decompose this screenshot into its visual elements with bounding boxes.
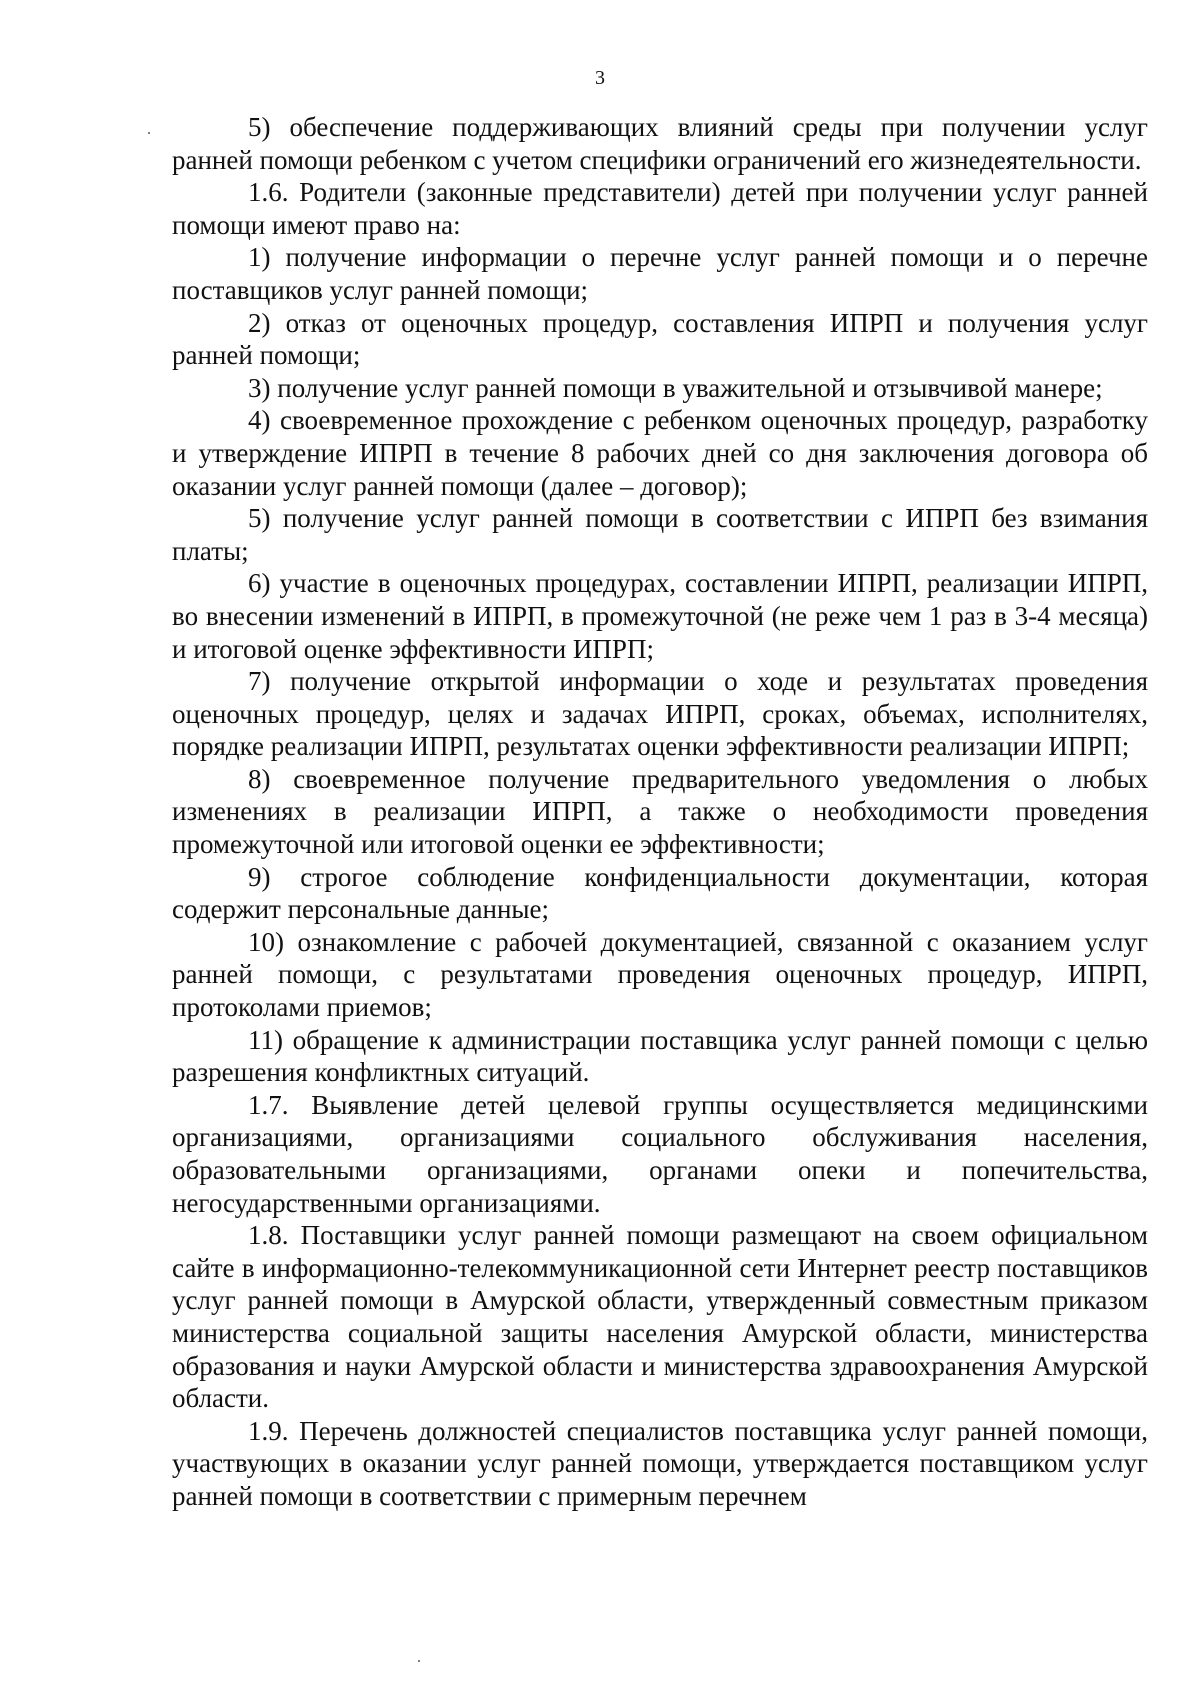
paragraph-right-6: 6) участие в оценочных процедурах, составлении ИПРП, реализации ИПРП, во внесении изменений в ИПРП, в промежуточной (не реже чем 1 раз в 3-4 месяца) и итоговой оценке эффективности ИПРП; [172,568,1148,664]
paragraph-right-7: 7) получение открытой информации о ходе и результатах проведения оценочных процедур, целях и задачах ИПРП, сроках, объемах, исполнителях, порядке реализации ИПРП, результатах оценки эффективности реализации ИПРП; [172,666,1148,762]
paragraph-right-8: 8) своевременное получение предварительного уведомления о любых изменениях в реализации ИПРП, а также о необходимости проведения промежуточной или итоговой оценки ее эффективности; [172,763,1148,860]
paragraph-right-5: 5) получение услуг ранней помощи в соответствии с ИПРП без взимания платы; [172,503,1148,566]
paragraph-1-9-positions-list: 1.9. Перечень должностей специалистов поставщика услуг ранней помощи, участвующих в оказании услуг ранней помощи, утверждается поставщиком услуг ранней помощи в соответствии с примерным перечнем [172,1415,1148,1511]
scan-speck [148,132,150,134]
paragraph-right-9: 9) строгое соблюдение конфиденциальности документации, которая содержит персональные данные; [172,861,1148,925]
paragraph-right-1: 1) получение информации о перечне услуг ранней помощи и о перечне поставщиков услуг ранней помощи; [172,242,1148,305]
paragraph-right-3: 3) получение услуг ранней помощи в уважительной и отзывчивой манере; [248,372,1103,403]
page-number: 3 [595,67,605,89]
paragraph-1-6-parents-rights: 1.6. Родители (законные представители) детей при получении услуг ранней помощи имеют право на: [172,177,1148,240]
paragraph-right-2: 2) отказ от оценочных процедур, составления ИПРП и получения услуг ранней помощи; [172,307,1148,371]
paragraph-1-7-identification: 1.7. Выявление детей целевой группы осуществляется медицинскими организациями, организациями социального обслуживания населения, образовательными организациями, органами опеки и попечительства, негосударственными организациями. [172,1089,1148,1218]
paragraph-right-4: 4) своевременное прохождение с ребенком оценочных процедур, разработку и утверждение ИПРП в течение 8 рабочих дней со дня заключения договора об оказании услуг ранней помощи (далее – договор); [172,405,1148,501]
paragraph-item-5-support: 5) обеспечение поддерживающих влияний среды при получении услуг ранней помощи ребенком с учетом специфики ограничений его жизнедеятельности. [172,112,1148,175]
paragraph-right-11: 11) обращение к администрации поставщика услуг ранней помощи с целью разрешения конфликтных ситуаций. [172,1024,1148,1088]
scan-speck [418,1660,420,1662]
paragraph-1-8-providers-registry: 1.8. Поставщики услуг ранней помощи размещают на своем официальном сайте в информационно-телекоммуникационной сети Интернет реестр поставщиков услуг ранней помощи в Амурской области, утвержденный совместным приказом министерства социальной защиты населения Амурской области, министерства образования и науки Амурской области и министерства здравоохранения Амурской области. [172,1220,1148,1414]
paragraph-right-10: 10) ознакомление с рабочей документацией, связанной с оказанием услуг ранней помощи, с результатами проведения оценочных процедур, ИПРП, протоколами приемов; [172,926,1148,1023]
document-body [172,111,1148,1513]
